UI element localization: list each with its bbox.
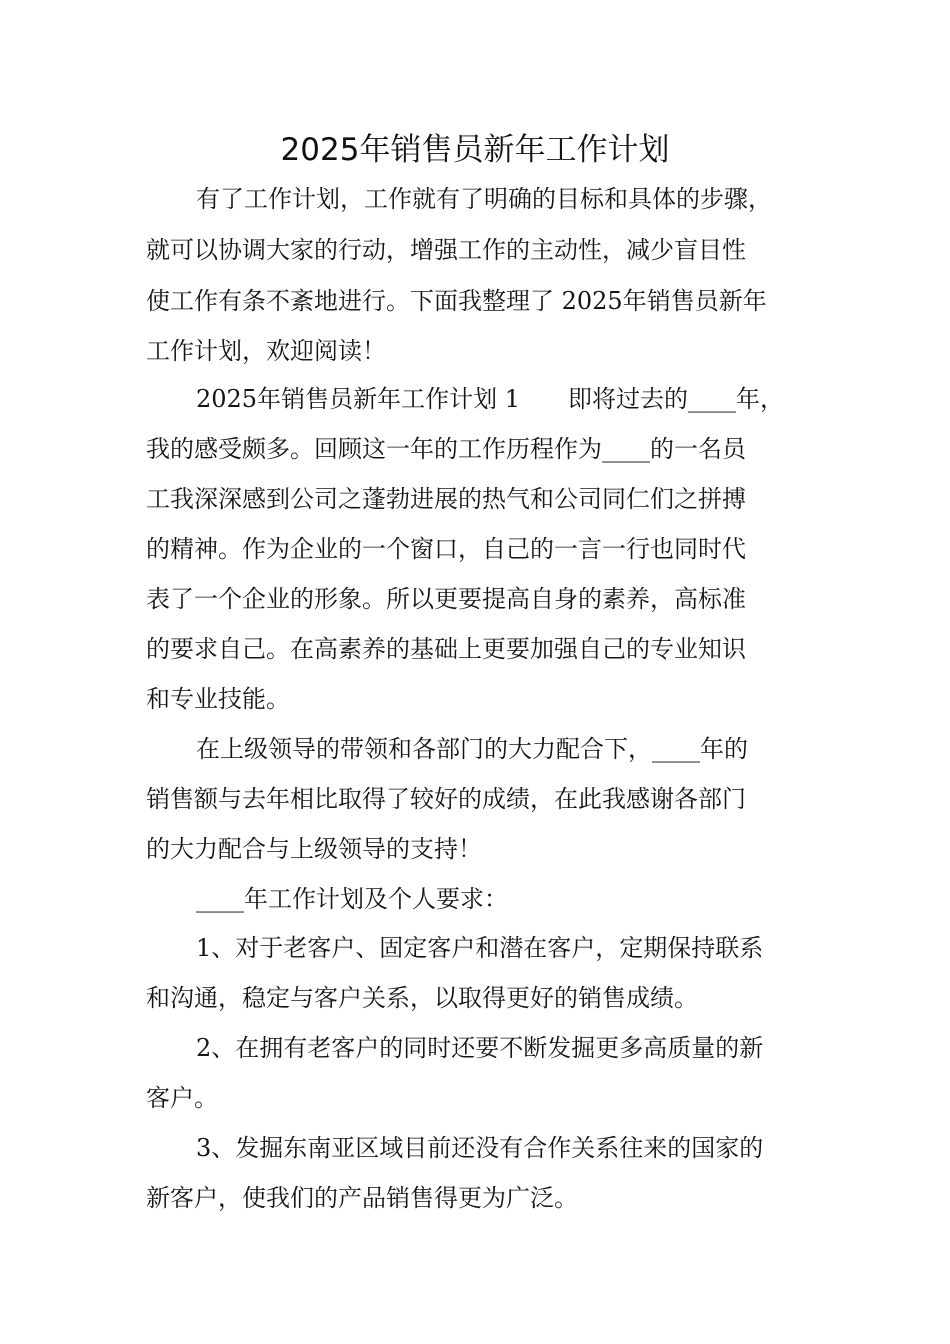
paragraph-line: 有了工作计划，工作就有了明确的目标和具体的步骤， bbox=[196, 185, 772, 213]
paragraph-line: ____年工作计划及个人要求： bbox=[196, 885, 508, 913]
list-item-line: 新客户，使我们的产品销售得更为广泛。 bbox=[146, 1184, 578, 1212]
paragraph-line: 在上级领导的带领和各部门的大力配合下，____年的 bbox=[196, 735, 748, 763]
paragraph-line: 2025年销售员新年工作计划 1 即将过去的____年， bbox=[196, 385, 784, 413]
paragraph-line: 销售额与去年相比取得了较好的成绩，在此我感谢各部门 bbox=[146, 785, 746, 813]
document-title: 2025年销售员新年工作计划 bbox=[280, 132, 670, 168]
list-item-line: 1、对于老客户、固定客户和潜在客户，定期保持联系 bbox=[196, 934, 764, 962]
paragraph-line: 工作计划，欢迎阅读！ bbox=[146, 337, 386, 365]
list-item-line: 客户。 bbox=[146, 1084, 218, 1112]
paragraph-line: 工我深深感到公司之蓬勃进展的热气和公司同仁们之拼搏 bbox=[146, 485, 746, 513]
paragraph-line: 表了一个企业的形象。所以更要提高自身的素养，高标准 bbox=[146, 585, 746, 613]
paragraph-line: 的精神。作为企业的一个窗口，自己的一言一行也同时代 bbox=[146, 535, 746, 563]
paragraph-line: 我的感受颇多。回顾这一年的工作历程作为____的一名员 bbox=[146, 435, 746, 463]
paragraph-line: 就可以协调大家的行动，增强工作的主动性，减少盲目性 bbox=[146, 236, 746, 264]
paragraph-line: 的要求自己。在高素养的基础上更要加强自己的专业知识 bbox=[146, 635, 746, 663]
paragraph-line: 的大力配合与上级领导的支持！ bbox=[146, 835, 482, 863]
list-item-line: 2、在拥有老客户的同时还要不断发掘更多高质量的新 bbox=[196, 1034, 764, 1062]
paragraph-line: 使工作有条不紊地进行。下面我整理了 2025年销售员新年 bbox=[146, 287, 767, 315]
paragraph-line: 和专业技能。 bbox=[146, 685, 290, 713]
list-item-line: 3、发掘东南亚区域目前还没有合作关系往来的国家的 bbox=[196, 1134, 764, 1162]
list-item-line: 和沟通，稳定与客户关系，以取得更好的销售成绩。 bbox=[146, 984, 698, 1012]
